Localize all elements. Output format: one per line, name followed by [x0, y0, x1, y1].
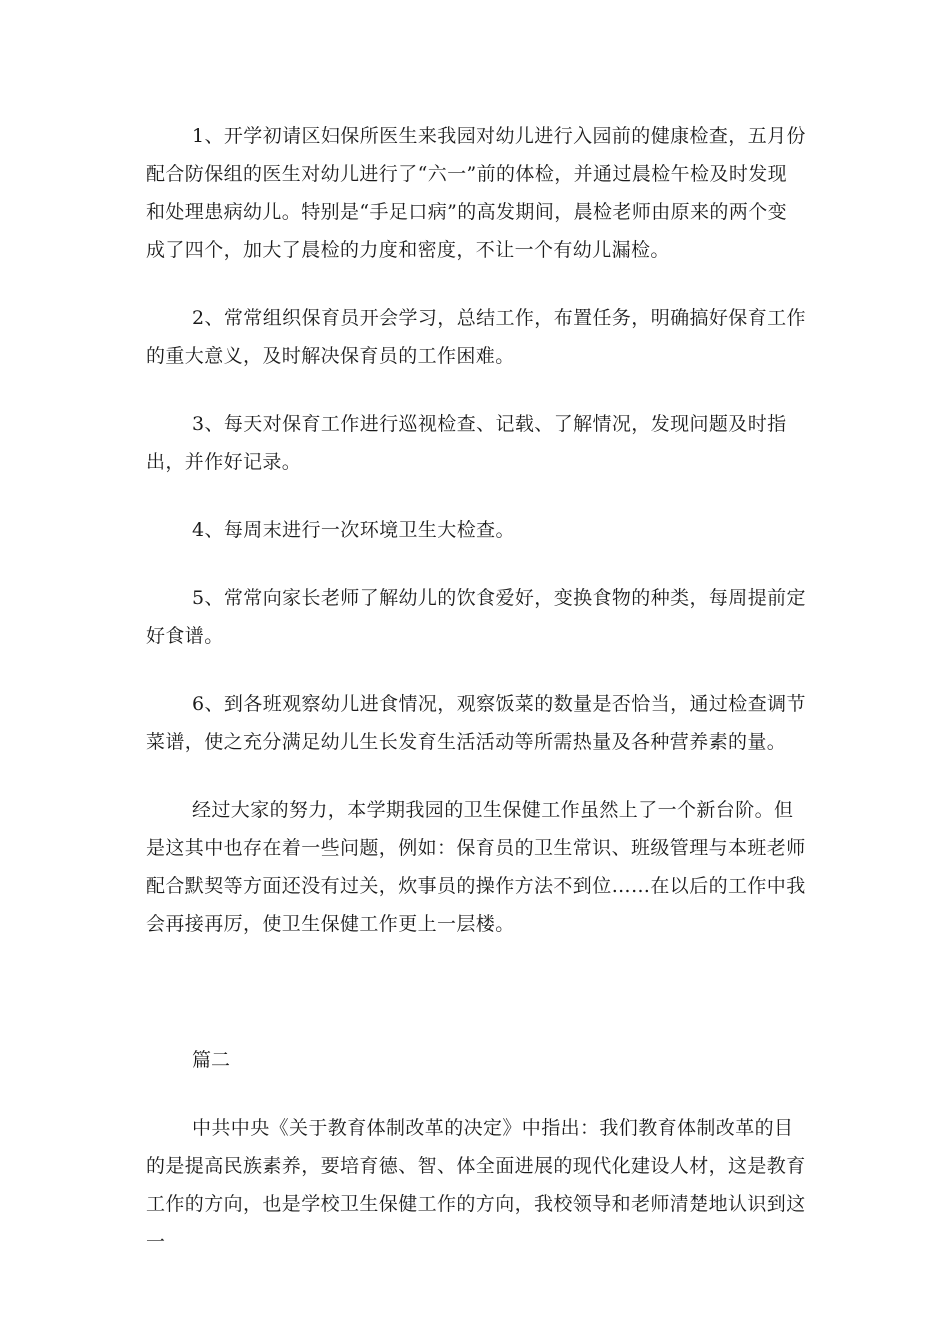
paragraph-staff-meetings: 2、常常组织保育员开会学习，总结工作，布置任务，明确搞好保育工作的重大意义，及时解决保育员的工作困难。 [146, 307, 806, 367]
paragraph-health-check: 1、开学初请区妇保所医生来我园对幼儿进行入园前的健康检查，五月份配合防保组的医生对幼儿进行了“六一”前的体检，并通过晨检午检及时发现和处理患病幼儿。特别是“手足口病”的高发期间，晨检老师由原来的两个变成了四个，加大了晨检的力度和密度，不让一个有幼儿漏检。 [146, 125, 806, 261]
paragraph-summary: 经过大家的努力，本学期我园的卫生保健工作虽然上了一个新台阶。但是这其中也存在着一些问题，例如：保育员的卫生常识、班级管理与本班老师配合默契等方面还没有过关，炊事员的操作方法不到位……在以后的工作中我会再接再厉，使卫生保健工作更上一层楼。 [146, 799, 806, 935]
paragraph-section-two-intro: 中共中央《关于教育体制改革的决定》中指出：我们教育体制改革的目的是提高民族素养，要培育德、智、体全面进展的现代化建设人材，这是教育工作的方向，也是学校卫生保健工作的方向，我校领导和老师清楚地认识到这一 [146, 1117, 806, 1253]
paragraph-diet-preferences: 5、常常向家长老师了解幼儿的饮食爱好，变换食物的种类，每周提前定好食谱。 [146, 587, 806, 647]
paragraph-daily-inspection: 3、每天对保育工作进行巡视检查、记载、了解情况，发现问题及时指出，并作好记录。 [146, 413, 787, 473]
section-heading: 篇二 [192, 1049, 231, 1071]
paragraph-meal-observation: 6、到各班观察幼儿进食情况，观察饭菜的数量是否恰当，通过检查调节菜谱，使之充分满足幼儿生长发育生活活动等所需热量及各种营养素的量。 [146, 693, 806, 753]
paragraph-weekly-sanitation: 4、每周末进行一次环境卫生大检查。 [192, 519, 515, 541]
